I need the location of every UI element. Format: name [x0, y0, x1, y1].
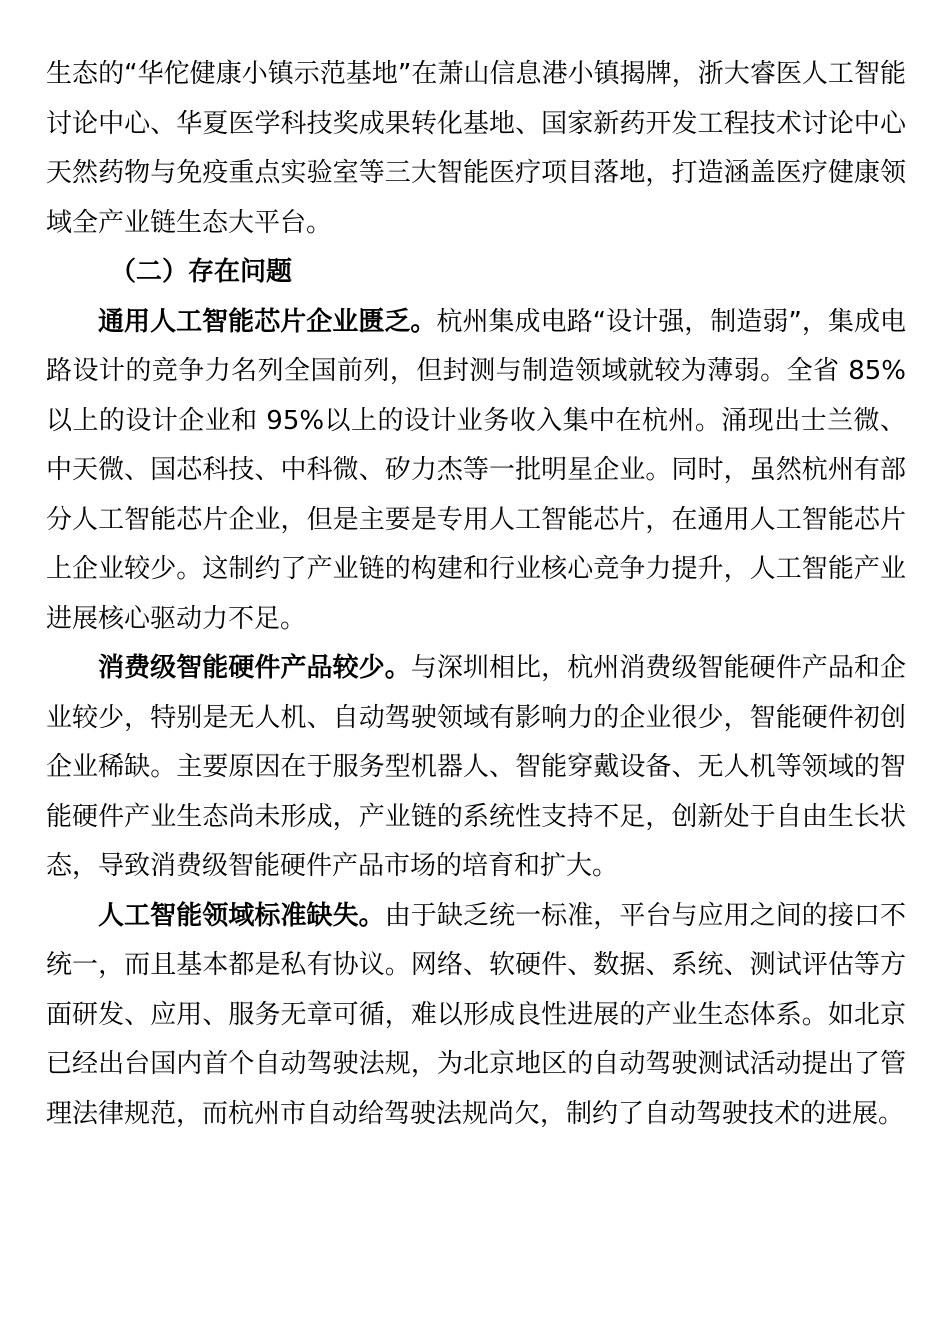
paragraph-lead: 人工智能领域标准缺失。	[98, 900, 385, 931]
document-page	[46, 50, 906, 1139]
paragraph-lead: 通用人工智能芯片企业匮乏。	[98, 306, 437, 337]
paragraph-standards-lacking	[46, 892, 906, 1140]
paragraph-intro: 生态的“华佗健康小镇示范基地”在萧山信息港小镇揭牌，浙大睿医人工智能讨论中心、华夏医学科技奖成果转化基地、国家新药开发工程技术讨论中心天然药物与免疫重点实验室等三大智能医疗项目落地，打造涵盖医疗健康领域全产业链生态大平台。	[46, 59, 906, 238]
paragraph-consumer-hardware	[46, 644, 906, 892]
paragraph-body: 由于缺乏统一标准，平台与应用之间的接口不统一，而且基本都是私有协议。网络、软硬件、数据、系统、测试评估等方面研发、应用、服务无章可循，难以形成良性进展的产业生态体系。如北京已经出台国内首个自动驾驶法规，为北京地区的自动驾驶测试活动提出了管理法律规范，而杭州市自动给驾驶法规尚欠，制约了自动驾驶技术的进展。	[46, 900, 906, 1129]
paragraph-body: 杭州集成电路“设计强，制造弱”，集成电路设计的竞争力名列全国前列，但封测与制造领域就较为薄弱。全省 85%以上的设计企业和 95%以上的设计业务收入集中在杭州。涌现出士兰微、中天微、国芯科技、中科微、矽力杰等一批明星企业。同时，虽然杭州有部分人工智能芯片企业，但是主要是专用人工智能芯片，在通用人工智能芯片上企业较少。这制约了产业链的构建和行业核心竞争力提升，人工智能产业进展核心驱动力不足。	[46, 306, 906, 634]
paragraph-chip-shortage	[46, 298, 906, 645]
paragraph-lead: 消费级智能硬件产品较少。	[98, 653, 411, 683]
paragraph-body: 与深圳相比，杭州消费级智能硬件产品和企业较少，特别是无人机、自动驾驶领域有影响力的企业很少，智能硬件初创企业稀缺。主要原因在于服务型机器人、智能穿戴设备、无人机等领域的智能硬件产业生态尚未形成，产业链的系统性支持不足，创新处于自由生长状态，导致消费级智能硬件产品市场的培育和扩大。	[46, 653, 906, 881]
section-heading: （二）存在问题	[110, 257, 293, 287]
